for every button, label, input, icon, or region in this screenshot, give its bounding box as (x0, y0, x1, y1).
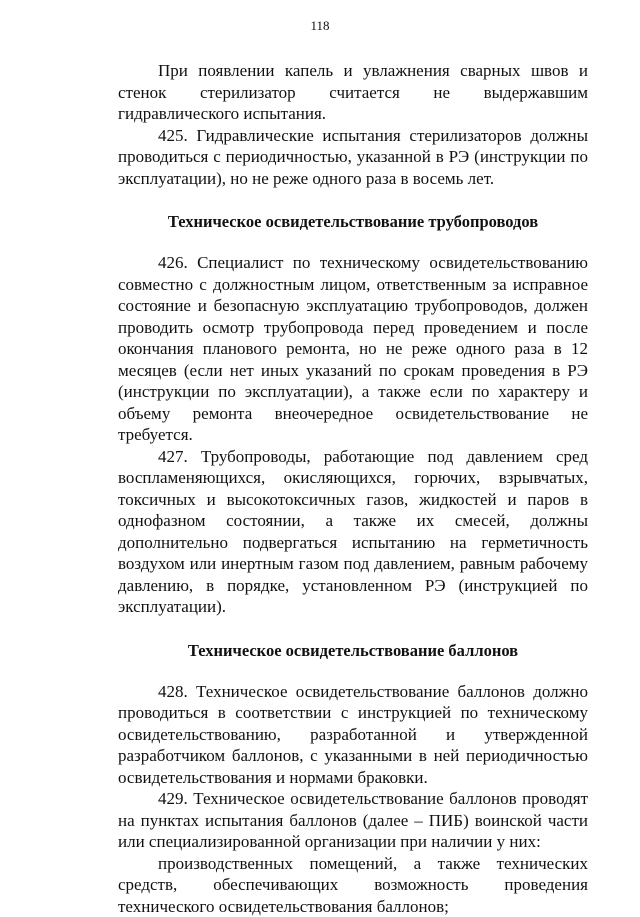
paragraph-426: 426. Специалист по техническому освидетельствованию совместно с должностным лицом, ответственным за исправное состояние и безопасную эксплуатацию трубопроводов, должен проводить осмотр трубопровода перед проведением и после окончания планового ремонта, но не реже одного раза в 12 месяцев (если нет иных указаний по срокам проведения в РЭ (инструкции по эксплуатации), а также если по характеру и объему ремонта внеочередное освидетельствование не требуется. (118, 252, 588, 446)
page-content (118, 60, 588, 917)
paragraph-hydraulic-test-failure: При появлении капель и увлажнения сварных швов и стенок стерилизатор считается не выдержавшим гидравлического испытания. (118, 60, 588, 125)
section-heading-pipelines: Техническое освидетельствование трубопроводов (118, 211, 588, 233)
paragraph-429-item: производственных помещений, а также технических средств, обеспечивающих возможность проведения технического освидетельствования баллонов; (118, 853, 588, 917)
paragraph-429: 429. Техническое освидетельствование баллонов проводят на пунктах испытания баллонов (далее – ПИБ) воинской части или специализированной организации при наличии у них: (118, 788, 588, 853)
paragraph-427: 427. Трубопроводы, работающие под давлением сред воспламеняющихся, окисляющихся, горючих, взрывчатых, токсичных и высокотоксичных газов, жидкостей и паров в однофазном состоянии, а также их смесей, должны дополнительно подвергаться испытанию на герметичность воздухом или инертным газом под давлением, равным рабочему давлению, в порядке, установленном РЭ (инструкцией по эксплуатации). (118, 446, 588, 618)
paragraph-428: 428. Техническое освидетельствование баллонов должно проводиться в соответствии с инструкцией по техническому освидетельствованию, разработанной и утвержденной разработчиком баллонов, с указанными в ней периодичностью освидетельствования и нормами браковки. (118, 681, 588, 789)
page-number: 118 (0, 18, 640, 34)
paragraph-425: 425. Гидравлические испытания стерилизаторов должны проводиться с периодичностью, указанной в РЭ (инструкции по эксплуатации), но не реже одного раза в восемь лет. (118, 125, 588, 190)
spacer (118, 233, 588, 252)
spacer (118, 662, 588, 681)
spacer (118, 189, 588, 211)
spacer (118, 618, 588, 640)
section-heading-cylinders: Техническое освидетельствование баллонов (118, 640, 588, 662)
